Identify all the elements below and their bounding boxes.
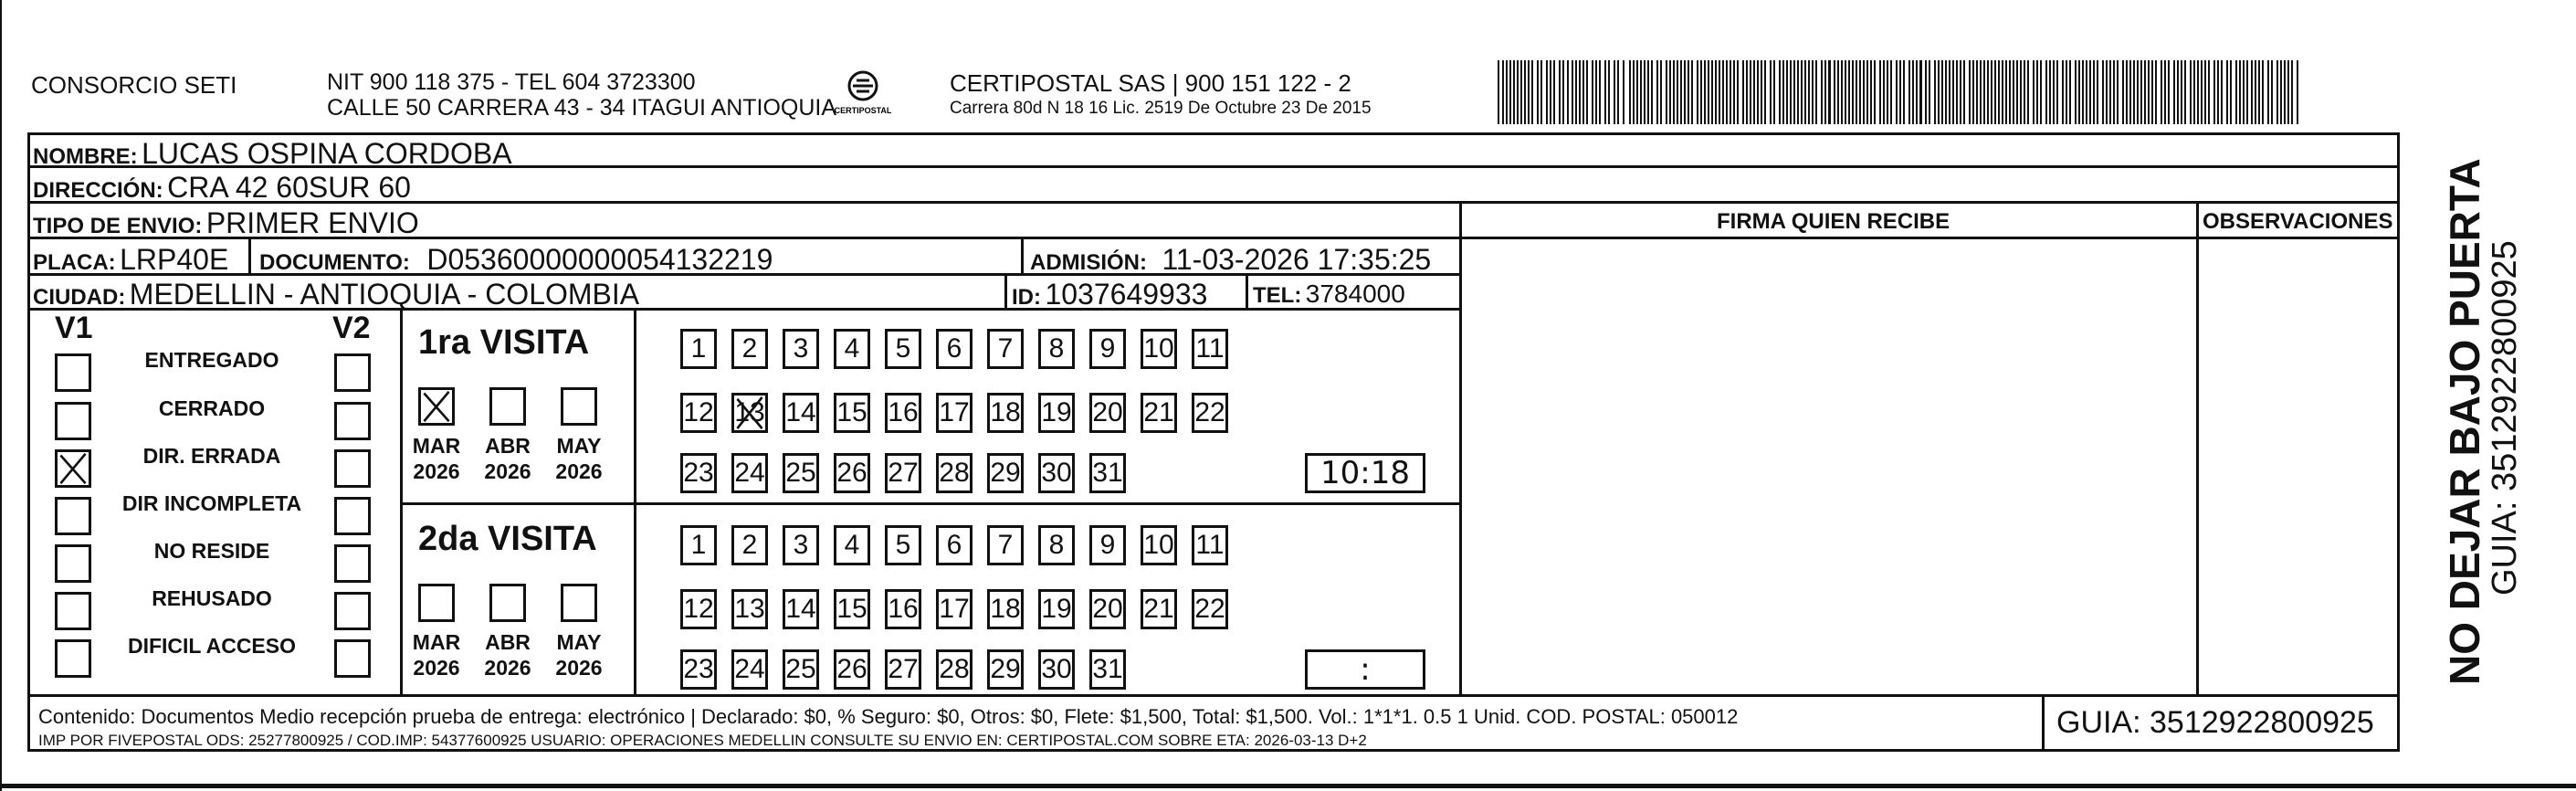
day-box[interactable]: 14 bbox=[783, 589, 819, 629]
day-box[interactable]: 14 bbox=[783, 393, 819, 433]
visit-title: 1ra VISITA bbox=[418, 323, 590, 362]
company-nit: NIT 900 118 375 - TEL 604 3723300 bbox=[327, 69, 696, 95]
v1-checkbox[interactable] bbox=[55, 402, 91, 440]
courier-license: Carrera 80d N 18 16 Lic. 2519 De Octubre 23 De 2015 bbox=[950, 99, 1372, 118]
svg-text:CERTIPOSTAL: CERTIPOSTAL bbox=[834, 106, 892, 115]
month-label bbox=[550, 433, 608, 484]
day-box[interactable]: 19 bbox=[1038, 589, 1075, 629]
time-box[interactable]: 10:18 bbox=[1305, 453, 1425, 493]
day-box[interactable]: 31 bbox=[1089, 649, 1126, 690]
month-year: 2026 bbox=[555, 459, 603, 483]
day-box[interactable]: 3 bbox=[783, 329, 819, 369]
day-box[interactable]: 9 bbox=[1089, 329, 1126, 369]
city-cell bbox=[33, 278, 639, 311]
v1-checkbox[interactable] bbox=[55, 353, 91, 392]
recipient-address: CRA 42 60SUR 60 bbox=[167, 171, 411, 204]
recipient-name: LUCAS OSPINA CORDOBA bbox=[142, 137, 512, 170]
month-checkbox[interactable] bbox=[489, 584, 526, 622]
month-label bbox=[478, 433, 537, 484]
day-box[interactable]: 9 bbox=[1089, 525, 1126, 565]
month-label bbox=[407, 629, 466, 680]
month-checkbox[interactable] bbox=[418, 584, 455, 622]
day-box[interactable]: 17 bbox=[936, 393, 973, 433]
day-box[interactable]: 27 bbox=[885, 453, 921, 493]
day-box[interactable]: 18 bbox=[987, 589, 1024, 629]
side-guia: GUIA: 3512922800925 bbox=[2486, 240, 2524, 596]
day-box[interactable]: 12 bbox=[680, 393, 717, 433]
month-name: MAY bbox=[556, 630, 602, 654]
v2-checkbox[interactable] bbox=[334, 639, 371, 678]
company-address: CALLE 50 CARRERA 43 - 34 ITAGUI ANTIOQUIA bbox=[327, 95, 837, 121]
day-box[interactable]: 26 bbox=[834, 649, 870, 690]
certipostal-logo bbox=[833, 68, 893, 122]
city-value: MEDELLIN - ANTIOQUIA - COLOMBIA bbox=[129, 278, 640, 311]
day-box[interactable]: 28 bbox=[936, 649, 973, 690]
day-box[interactable]: 5 bbox=[885, 329, 921, 369]
v1-checkbox[interactable] bbox=[55, 639, 91, 678]
plate-label: PLACA: bbox=[33, 250, 116, 275]
v2-checkbox[interactable] bbox=[334, 449, 371, 488]
status-label: DIR. ERRADA bbox=[142, 444, 281, 468]
tel-cell bbox=[1253, 279, 1405, 309]
day-box[interactable]: 27 bbox=[885, 649, 921, 690]
status-label: DIR INCOMPLETA bbox=[121, 491, 302, 515]
day-box[interactable]: 16 bbox=[885, 589, 921, 629]
observations-header: OBSERVACIONES bbox=[2203, 209, 2393, 234]
status-label: CERRADO bbox=[158, 396, 266, 420]
day-box[interactable]: 30 bbox=[1038, 649, 1075, 690]
month-name: MAR bbox=[412, 630, 461, 654]
day-box[interactable]: 6 bbox=[936, 525, 973, 565]
shipment-type: PRIMER ENVIO bbox=[205, 206, 419, 239]
v1-label: V1 bbox=[55, 311, 93, 345]
v2-checkbox[interactable] bbox=[334, 402, 371, 440]
plate-value: LRP40E bbox=[120, 243, 229, 276]
content-line: Contenido: Documentos Medio recepción prueba de entrega: electrónico | Declarado: $0, % Seguro: $0, Otros: $0, Flete: $1,500, Total: $1,500. Vol.: 1*1*1. 0.5 1 Unid. COD. POSTAL: 050012 bbox=[38, 705, 1739, 728]
day-box[interactable]: 11 bbox=[1192, 525, 1228, 565]
day-box[interactable]: 2 bbox=[731, 329, 768, 369]
day-box[interactable]: 17 bbox=[936, 589, 973, 629]
tel-value: 3784000 bbox=[1305, 279, 1405, 308]
barcode bbox=[1498, 60, 2301, 124]
v1-checkbox[interactable] bbox=[55, 497, 91, 535]
day-box[interactable]: 16 bbox=[885, 393, 921, 433]
day-box[interactable]: 4 bbox=[834, 525, 870, 565]
v1-checkbox[interactable] bbox=[55, 592, 91, 630]
v1-checkbox[interactable] bbox=[55, 544, 91, 583]
day-box[interactable]: 25 bbox=[783, 649, 819, 690]
v2-checkbox[interactable] bbox=[334, 592, 371, 630]
city-label: CIUDAD: bbox=[33, 285, 126, 310]
document-cell bbox=[259, 243, 773, 277]
day-box[interactable]: 7 bbox=[987, 329, 1024, 369]
name-row bbox=[33, 137, 512, 171]
day-box[interactable]: 8 bbox=[1038, 329, 1075, 369]
day-box[interactable]: 6 bbox=[936, 329, 973, 369]
month-label bbox=[550, 629, 608, 680]
v1-checkbox[interactable] bbox=[55, 449, 91, 488]
day-box[interactable]: 22 bbox=[1192, 589, 1228, 629]
month-checkbox[interactable] bbox=[418, 387, 455, 426]
day-box[interactable]: 30 bbox=[1038, 453, 1075, 493]
time-box[interactable]: : bbox=[1305, 649, 1425, 690]
admission-label: ADMISIÓN: bbox=[1030, 250, 1147, 275]
footer-guia: GUIA: 3512922800925 bbox=[2056, 705, 2374, 740]
month-name: MAY bbox=[556, 434, 602, 458]
day-box[interactable]: 15 bbox=[834, 393, 870, 433]
v2-checkbox[interactable] bbox=[334, 353, 371, 392]
month-year: 2026 bbox=[484, 459, 531, 483]
id-value: 1037649933 bbox=[1045, 278, 1208, 311]
day-box[interactable]: 7 bbox=[987, 525, 1024, 565]
side-warning: NO DEJAR BAJO PUERTA bbox=[2441, 158, 2488, 685]
visit-title: 2da VISITA bbox=[418, 520, 597, 558]
day-box[interactable]: 25 bbox=[783, 453, 819, 493]
day-box[interactable]: 10 bbox=[1141, 329, 1177, 369]
day-box[interactable]: 1 bbox=[680, 525, 717, 565]
shipment-label: TIPO DE ENVIO: bbox=[33, 214, 203, 238]
document-value: D05360000000054132219 bbox=[426, 243, 773, 276]
month-name: MAR bbox=[412, 434, 461, 458]
shipment-row bbox=[33, 206, 419, 240]
day-box[interactable]: 2 bbox=[731, 525, 768, 565]
month-name: ABR bbox=[485, 434, 531, 458]
day-box[interactable]: 24 bbox=[731, 453, 768, 493]
day-box[interactable]: 4 bbox=[834, 329, 870, 369]
status-label: DIFICIL ACCESO bbox=[127, 634, 296, 658]
v2-checkbox[interactable] bbox=[334, 497, 371, 535]
day-box[interactable]: 24 bbox=[731, 649, 768, 690]
day-box[interactable]: 23 bbox=[680, 453, 717, 493]
month-checkbox[interactable] bbox=[489, 387, 526, 426]
document-label: DOCUMENTO: bbox=[259, 250, 410, 275]
day-box[interactable]: 19 bbox=[1038, 393, 1075, 433]
day-box[interactable]: 10 bbox=[1141, 525, 1177, 565]
address-row bbox=[33, 171, 411, 205]
month-checkbox[interactable] bbox=[561, 584, 597, 622]
day-box[interactable]: 13 bbox=[731, 393, 768, 433]
day-box[interactable]: 20 bbox=[1089, 393, 1126, 433]
v2-label: V2 bbox=[332, 311, 371, 345]
day-box[interactable]: 28 bbox=[936, 453, 973, 493]
x-mark-icon bbox=[421, 390, 452, 423]
tel-label: TEL: bbox=[1253, 283, 1302, 308]
status-label: REHUSADO bbox=[152, 586, 272, 610]
status-label: NO RESIDE bbox=[153, 539, 270, 563]
day-box[interactable]: 31 bbox=[1089, 453, 1126, 493]
x-mark-icon bbox=[58, 452, 89, 485]
courier-name: CERTIPOSTAL SAS | 900 151 122 - 2 bbox=[950, 69, 1351, 97]
admission-value: 11-03-2026 17:35:25 bbox=[1162, 243, 1432, 276]
day-box[interactable]: 12 bbox=[680, 589, 717, 629]
day-box[interactable]: 29 bbox=[987, 649, 1024, 690]
month-year: 2026 bbox=[413, 656, 460, 680]
plate-cell bbox=[33, 243, 228, 277]
imp-line: IMP POR FIVEPOSTAL ODS: 25277800925 / COD.IMP: 54377600925 USUARIO: OPERACIONES MEDELLIN CONSULTE SU ENVIO EN: CERTIPOSTAL.COM SOBRE ETA: 2026-03-13 D+2 bbox=[38, 732, 1367, 749]
x-mark-icon bbox=[734, 396, 765, 430]
day-box[interactable]: 20 bbox=[1089, 589, 1126, 629]
day-box[interactable]: 1 bbox=[680, 329, 717, 369]
day-box[interactable]: 26 bbox=[834, 453, 870, 493]
id-cell bbox=[1012, 278, 1207, 311]
month-checkbox[interactable] bbox=[561, 387, 597, 426]
day-box[interactable]: 11 bbox=[1192, 329, 1228, 369]
month-year: 2026 bbox=[413, 459, 460, 483]
signature-header: FIRMA QUIEN RECIBE bbox=[1717, 209, 1950, 234]
name-label: NOMBRE: bbox=[33, 144, 138, 169]
day-box[interactable]: 8 bbox=[1038, 525, 1075, 565]
status-label: ENTREGADO bbox=[144, 348, 279, 372]
day-box[interactable]: 18 bbox=[987, 393, 1024, 433]
month-label bbox=[478, 629, 537, 680]
v2-checkbox[interactable] bbox=[334, 544, 371, 583]
day-box[interactable]: 23 bbox=[680, 649, 717, 690]
month-year: 2026 bbox=[484, 656, 531, 680]
day-box[interactable]: 5 bbox=[885, 525, 921, 565]
id-label: ID: bbox=[1012, 285, 1041, 310]
company-name: CONSORCIO SETI bbox=[31, 71, 237, 99]
month-label bbox=[407, 433, 466, 484]
day-box[interactable]: 21 bbox=[1141, 589, 1177, 629]
day-box[interactable]: 3 bbox=[783, 525, 819, 565]
barcode-bars bbox=[1498, 60, 2301, 124]
day-box[interactable]: 29 bbox=[987, 453, 1024, 493]
month-name: ABR bbox=[485, 630, 531, 654]
month-year: 2026 bbox=[555, 656, 603, 680]
day-box[interactable]: 13 bbox=[731, 589, 768, 629]
address-label: DIRECCIÓN: bbox=[33, 178, 163, 203]
admission-cell bbox=[1030, 243, 1431, 277]
day-box[interactable]: 15 bbox=[834, 589, 870, 629]
day-box[interactable]: 22 bbox=[1192, 393, 1228, 433]
day-box[interactable]: 21 bbox=[1141, 393, 1177, 433]
